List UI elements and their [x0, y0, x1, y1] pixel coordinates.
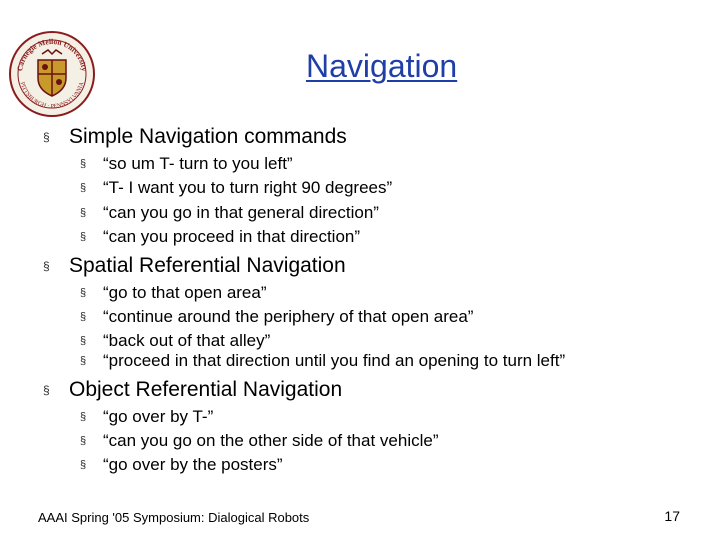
list-item-text: “proceed in that direction until you find an opening to turn left” [103, 351, 566, 370]
list-item-text: “can you go on the other side of that vehicle” [103, 431, 439, 450]
seal-top-text: Carnegie Mellon University [15, 36, 89, 72]
list-item [80, 430, 438, 452]
section-heading-text: Simple Navigation commands [69, 125, 347, 148]
footer-text: AAAI Spring '05 Symposium: Dialogical Robots [38, 510, 310, 525]
list-item [80, 406, 213, 428]
page-number: 17 [664, 508, 680, 524]
list-item-text: “continue around the periphery of that open area” [103, 307, 474, 326]
list-item-text: “T- I want you to turn right 90 degrees” [103, 178, 393, 197]
bullet-icon: § [80, 411, 87, 423]
list-item [80, 177, 392, 199]
list-item-text: “so um T- turn to you left” [103, 154, 293, 173]
list-item [80, 330, 270, 352]
bullet-icon: § [80, 459, 87, 471]
list-item [80, 306, 473, 328]
list-item [80, 282, 267, 304]
list-item-text: “back out of that alley” [103, 331, 271, 350]
list-item [80, 202, 379, 224]
bullet-icon: § [80, 335, 87, 347]
section-heading-text: Object Referential Navigation [69, 378, 343, 401]
list-item [80, 226, 360, 248]
list-item [80, 153, 293, 175]
bullet-icon: § [43, 130, 50, 144]
list-item [80, 454, 283, 476]
list-item-text: “can you go in that general direction” [103, 203, 379, 222]
bullet-icon: § [80, 231, 87, 243]
university-seal-icon [8, 30, 96, 118]
bullet-icon: § [43, 383, 50, 397]
bullet-icon: § [80, 158, 87, 170]
list-item-text: “can you proceed in that direction” [103, 227, 361, 246]
bullet-icon: § [80, 311, 87, 323]
bullet-icon: § [80, 355, 87, 367]
list-item-text: “go over by T-” [103, 407, 214, 426]
section-heading-object-referential [43, 377, 342, 403]
seal-bottom-text: PITTSBURGH · PENNSYLVANIA [18, 81, 86, 111]
page-title: Navigation [306, 48, 458, 84]
section-heading-text: Spatial Referential Navigation [69, 254, 346, 277]
list-item [80, 350, 565, 372]
bullet-icon: § [80, 207, 87, 219]
list-item-text: “go to that open area” [103, 283, 267, 302]
section-heading-spatial-referential [43, 253, 346, 279]
bullet-icon: § [80, 182, 87, 194]
bullet-icon: § [80, 435, 87, 447]
bullet-icon: § [80, 287, 87, 299]
section-heading-simple-navigation [43, 124, 347, 150]
bullet-icon: § [43, 259, 50, 273]
list-item-text: “go over by the posters” [103, 455, 283, 474]
